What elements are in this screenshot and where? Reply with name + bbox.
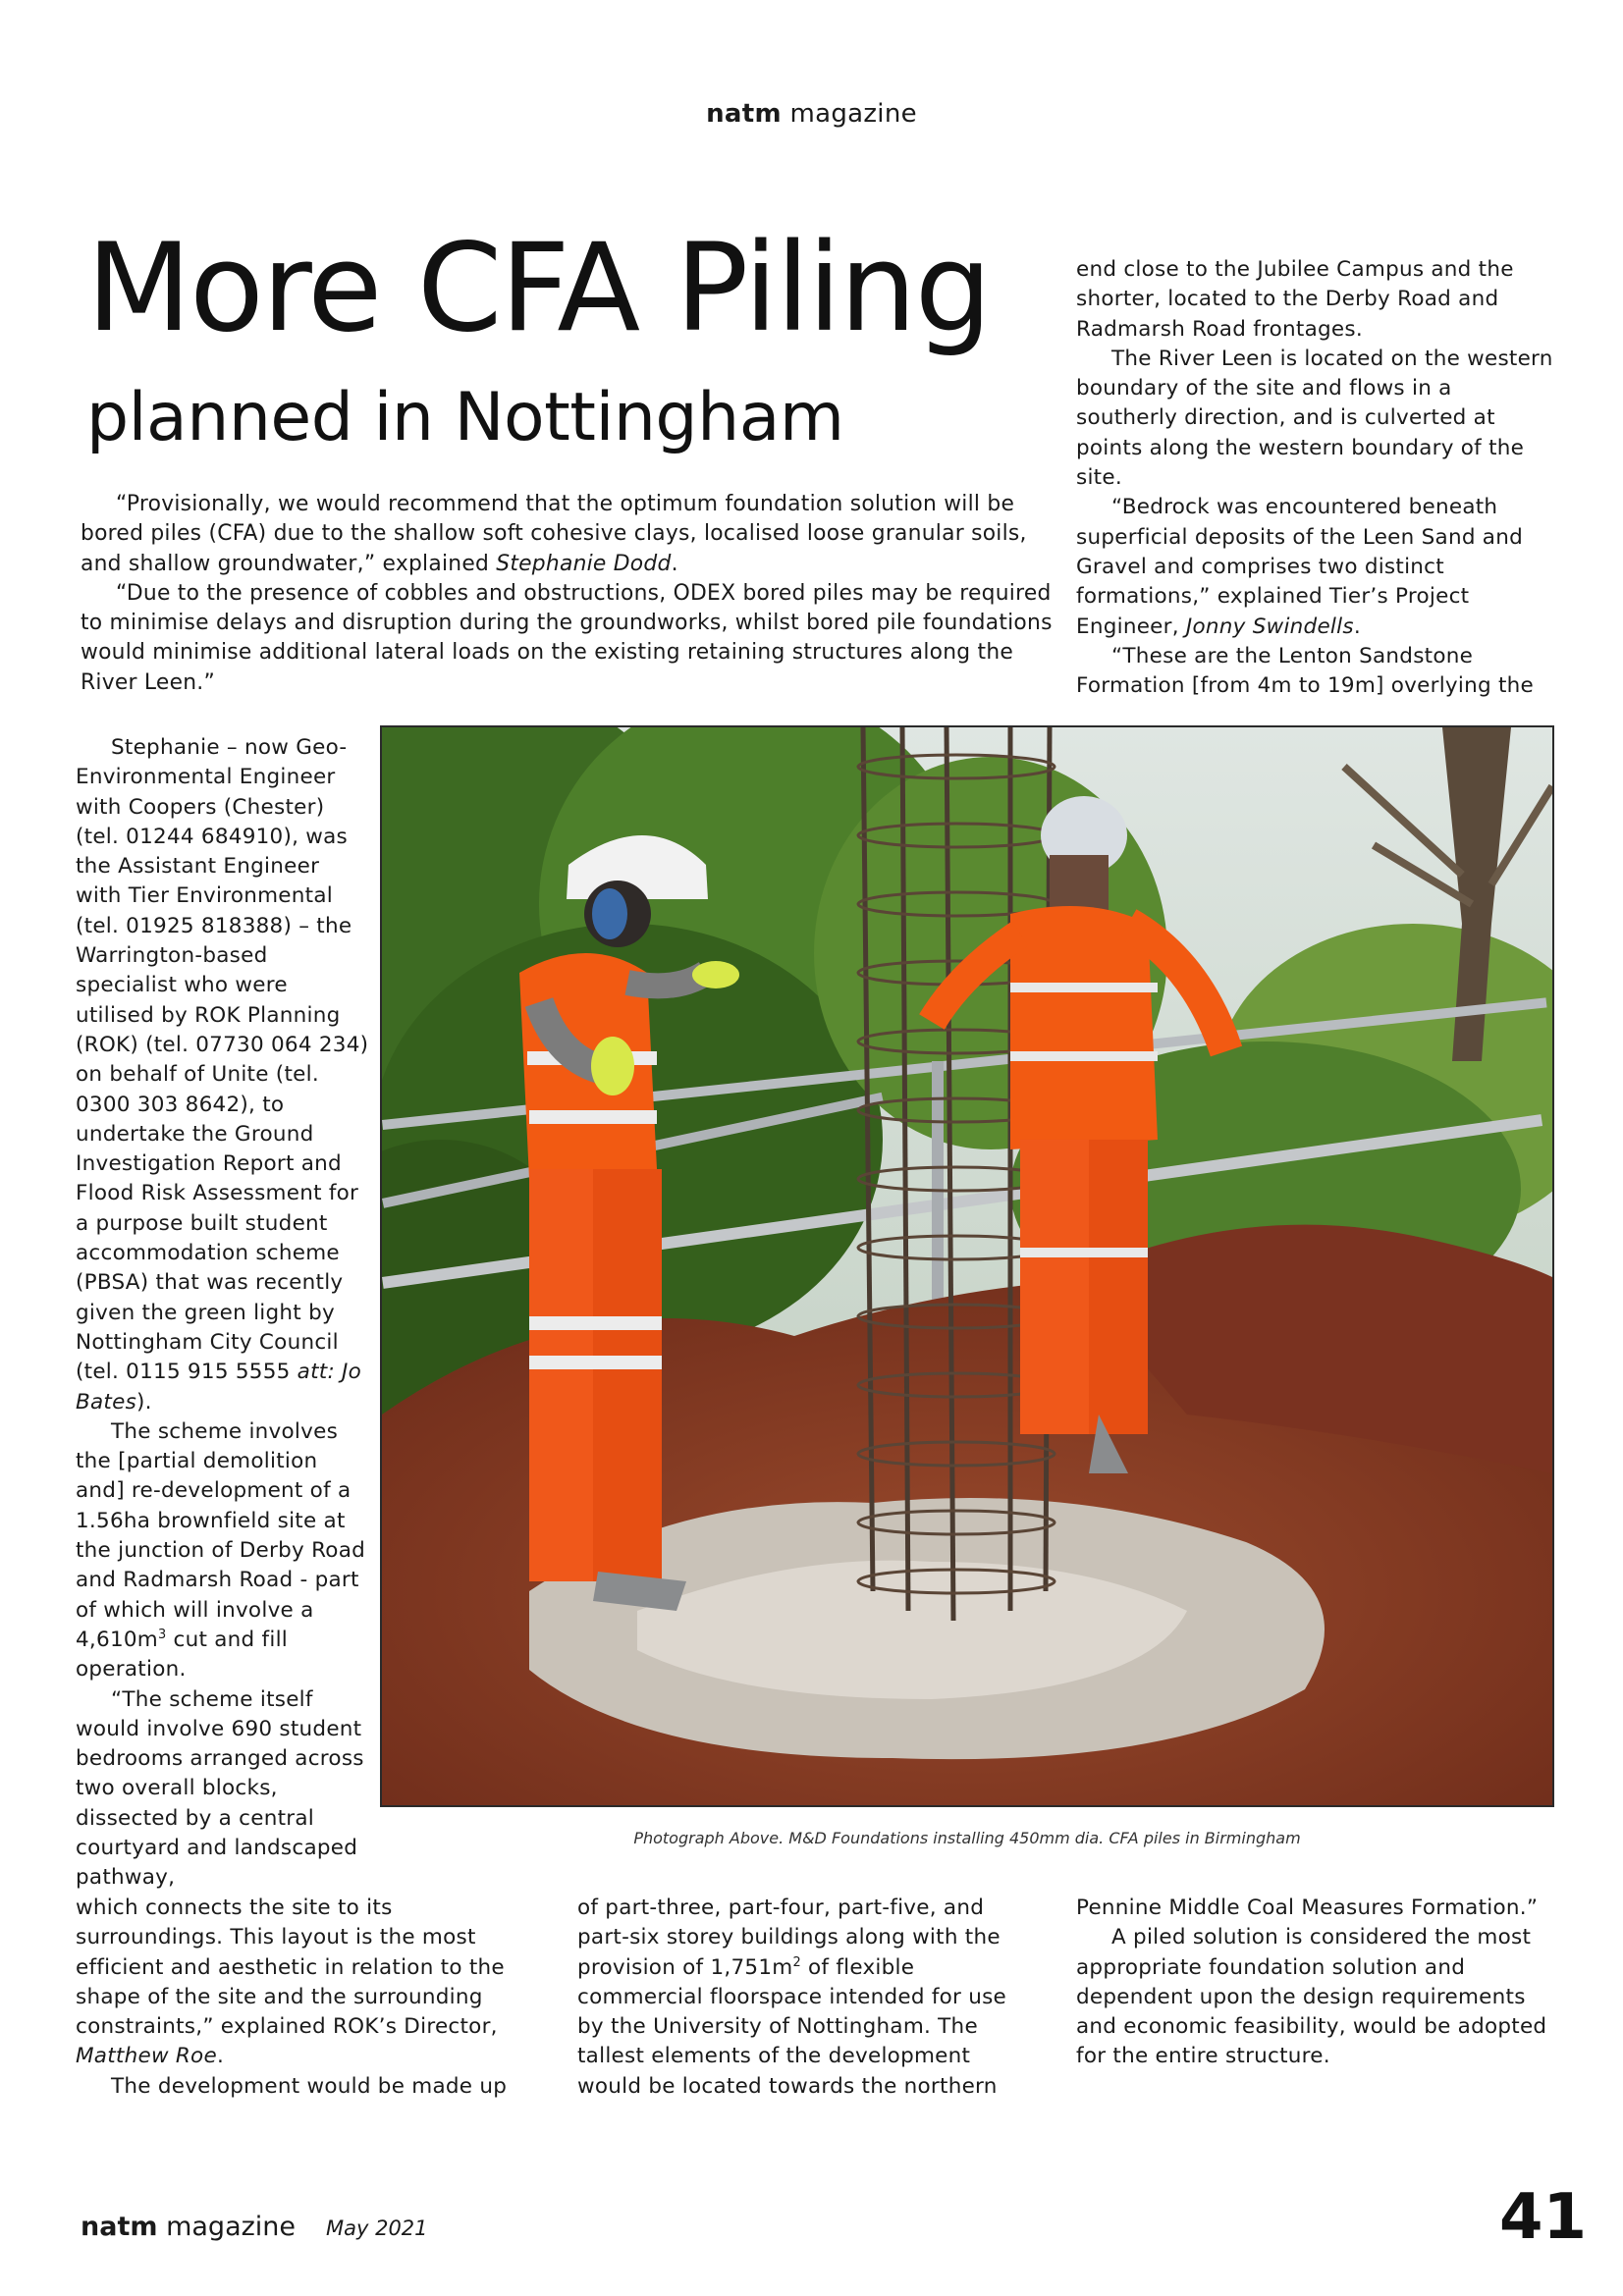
footer-brand-rest: magazine	[166, 2212, 297, 2242]
mid-bottom-column	[577, 1894, 1039, 2102]
body-paragraph: “The scheme itself would involve 690 student bedrooms arranged across two overall blocks, dissected by a central courtyard and landscaped pathway,	[76, 1686, 364, 1891]
intro-column	[81, 490, 1053, 698]
body-paragraph: “Bedrock was encountered beneath superficial deposits of the Leen Sand and Gravel and comprises two distinct formations,” explained Tier’s Project Engineer, Jonny Swindells.	[1076, 495, 1523, 639]
body-paragraph: “These are the Lenton Sandstone Formation [from 4m to 19m] overlying the	[1076, 643, 1535, 699]
header-brand-bold: natm	[706, 99, 782, 129]
contact-person: att: Jo Bates	[76, 1360, 362, 1415]
quoted-person: Matthew Roe	[76, 2044, 217, 2069]
body-paragraph: which connects the site to its surroundings. This layout is the most efficient and aesthetic in relation to the shape of the site and the surrounding constraints,” explained ROK’s Director, Matthew Roe.	[76, 1896, 505, 2069]
body-paragraph: The development would be made up	[111, 2073, 508, 2099]
quoted-person: Jonny Swindells	[1185, 614, 1354, 639]
body-paragraph: of part-three, part-four, part-five, and part-six storey buildings along with the provision of $1,751m^2$ of flexible commercial floorspace intended for use by the University of Nottingham. The tallest elements of the development would be located towards the northern	[577, 1896, 1007, 2099]
header-brand-rest: magazine	[789, 99, 917, 129]
body-paragraph: end close to the Jubilee Campus and the shorter, located to the Derby Road and Radmarsh Road frontages.	[1076, 257, 1514, 342]
issue-date: May 2021	[326, 2216, 428, 2240]
photo-caption: Photograph Above. M&D Foundations installing 450mm dia. CFA piles in Birmingham	[633, 1829, 1301, 1847]
left-narrow-column	[76, 733, 370, 1894]
body-paragraph: The scheme involves the [partial demolition and] re-development of a 1.56ha brownfield site at the junction of Derby Road and Radmarsh Road - part of which will involve a $4,610m^3$ cut and fill operation.	[76, 1418, 366, 1682]
article-subtitle: planned in Nottingham	[86, 379, 844, 456]
body-paragraph: A piled solution is considered the most appropriate foundation solution and dependent upon the design requirements and economic feasibility, would be adopted for the entire structure.	[1076, 1925, 1547, 2069]
article-title: More CFA Piling	[86, 218, 991, 359]
article-photo	[380, 725, 1554, 1807]
right-bottom-column	[1076, 1894, 1557, 2072]
header-brand	[0, 99, 1623, 129]
body-paragraph: Pennine Middle Coal Measures Formation.”	[1076, 1896, 1539, 1920]
right-top-column	[1076, 255, 1557, 701]
body-paragraph: Stephanie – now Geo-Environmental Engineer with Coopers (Chester) (tel. 01244 684910), was the Assistant Engineer with Tier Environmental (tel. 01925 818388) – the Warrington-based specialist who were utilised by ROK Planning (ROK) (tel. 07730 064 234) on behalf of Unite (tel. 0300 303 8642), to undertake the Ground Investigation Report and Flood Risk Assessment for a purpose built student accommodation scheme (PBSA) that was recently given the green light by Nottingham City Council (tel. 0115 915 5555 att: Jo Bates).	[76, 735, 369, 1415]
page-number: 41	[1498, 2181, 1587, 2254]
body-paragraph: The River Leen is located on the western boundary of the site and flows in a southerly direction, and is culverted at points along the western boundary of the site.	[1076, 346, 1553, 491]
footer-brand-bold: natm	[81, 2212, 158, 2242]
intro-paragraph: “Provisionally, we would recommend that the optimum foundation solution will be bored piles (CFA) due to the shallow soft cohesive clays, localised loose granular soils, and shallow groundwater,” explained Stephanie Dodd.	[81, 492, 1027, 576]
footer-brand	[81, 2212, 296, 2242]
quoted-person: Stephanie Dodd	[496, 551, 672, 576]
intro-paragraph: “Due to the presence of cobbles and obstructions, ODEX bored piles may be required to minimise delays and disruption during the groundworks, whilst bored pile foundations would minimise additional lateral loads on the existing retaining structures along the River Leen.”	[81, 580, 1053, 695]
left-wide-column	[76, 1894, 537, 2102]
